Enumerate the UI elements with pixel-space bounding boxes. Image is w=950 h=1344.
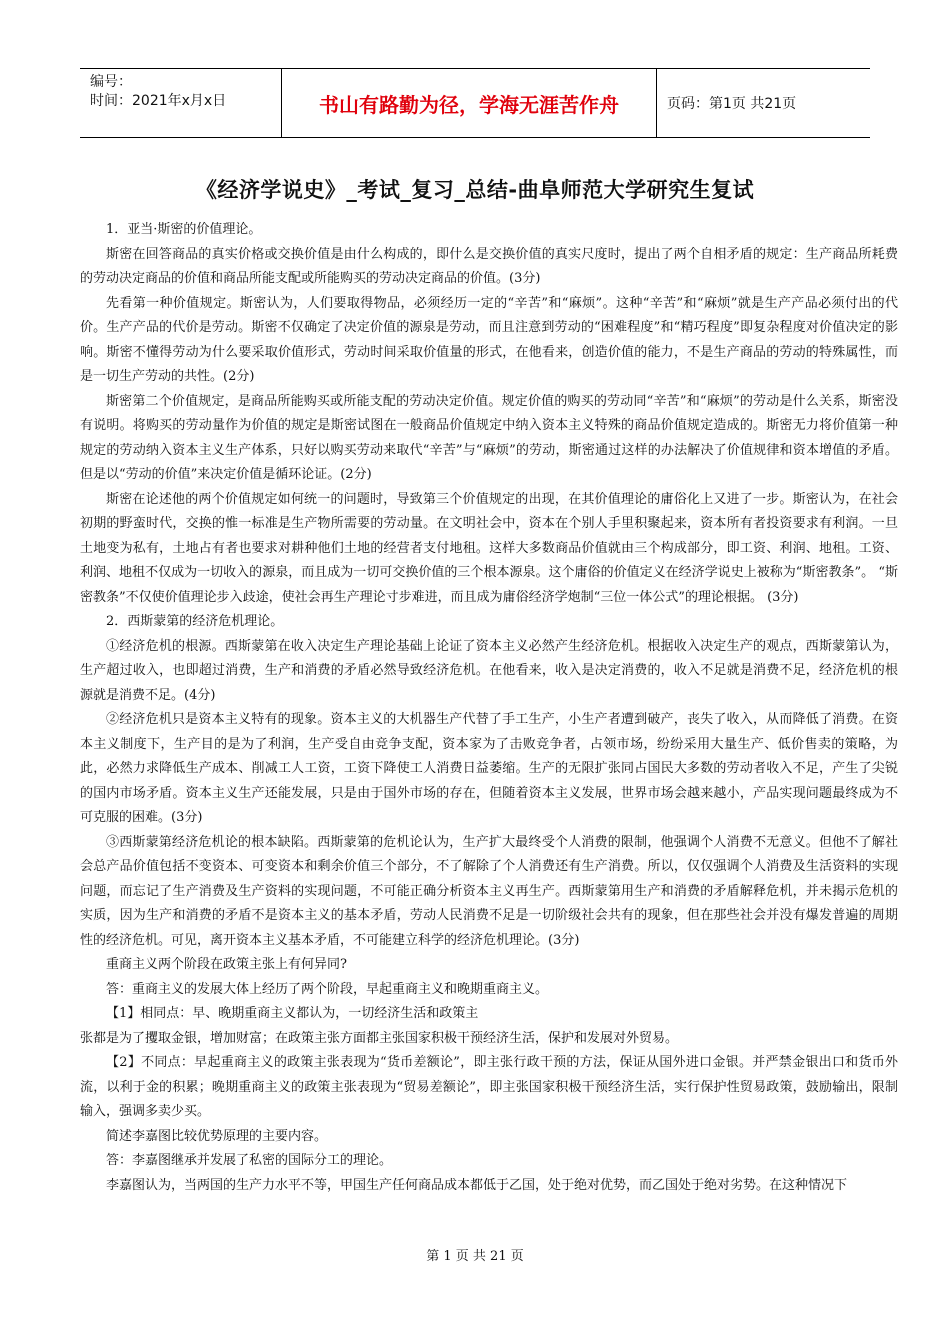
paragraph: 【1】相同点：早、晚期重商主义都认为，一切经济生活和政策主 xyxy=(106,1006,479,1021)
paragraph: 【2】不同点：早起重商主义的政策主张表现为“货币差额论”，即主张行政干预的方法，保证从国外进口金银。并严禁金银出口和货币外流，以利于金的积累；晚期重商主义的政策主张表现为“贸易差额论”，即主张国家积极干预经济生活，实行保护性贸易政策，鼓励输出，限制输入，强调多卖少买。 xyxy=(80,1055,898,1119)
page-footer: 第 1 页 共 21 页 xyxy=(426,1249,524,1264)
document-title: 《经济学说史》_考试_复习_总结-曲阜师范大学研究生复试 xyxy=(195,178,755,202)
number-label: 编号： xyxy=(90,74,132,90)
paragraph: 简述李嘉图比较优势原理的主要内容。 xyxy=(106,1128,328,1144)
header-meta-cell xyxy=(80,69,282,137)
paragraph: 重商主义两个阶段在政策主张上有何异同? xyxy=(106,957,347,972)
header-table xyxy=(80,68,870,138)
paragraph: 李嘉图认为，当两国的生产力水平不等，甲国生产任何商品成本都低于乙国，处于绝对优势，而乙国处于绝对劣势。在这种情况下 xyxy=(106,1177,848,1193)
paragraph: 2．西斯蒙第的经济危机理论。 xyxy=(106,614,284,629)
header-page-info: 页码：第1页 共21页 xyxy=(667,96,797,112)
paragraph: 张都是为了攫取金银，增加财富；在政策主张方面都主张国家积极干预经济生活，保护和发展对外贸易。 xyxy=(80,1030,679,1046)
paragraph: 斯密在回答商品的真实价格或交换价值是由什么构成的，即什么是交换价值的真实尺度时，提出了两个自相矛盾的规定：生产商品所耗费的劳动决定商品的价值和商品所能支配或所能购买的劳动决定商品的价值。(3分) xyxy=(80,246,898,286)
paragraph: 答：李嘉图继承并发展了私密的国际分工的理论。 xyxy=(106,1153,393,1168)
paragraph: ③西斯蒙第经济危机论的根本缺陷。西斯蒙第的危机论认为，生产扩大最终受个人消费的限制，他强调个人消费不无意义。但他不了解社会总产品价值包括不变资本、可变资本和剩余价值三个部分，不了解除了个人消费还有生产消费。所以，仅仅强调个人消费及生活资料的实现问题，而忘记了生产消费及生产资料的实现问题，不可能正确分析资本主义再生产。西斯蒙第用生产和消费的矛盾解释危机，并未揭示危机的实质，因为生产和消费的矛盾不是资本主义的基本矛盾，劳动人民消费不足是一切阶级社会共有的现象，但在那些社会并没有爆发普遍的周期性的经济危机。可见，离开资本主义基本矛盾，不可能建立科学的经济危机理论。(3分) xyxy=(80,834,898,948)
paragraph: 先看第一种价值规定。斯密认为，人们要取得物品，必须经历一定的“辛苦”和“麻烦”。这种“辛苦”和“麻烦”就是生产产品必须付出的代价。生产产品的代价是劳动。斯密不仅确定了决定价值的源泉是劳动，而且注意到劳动的“困难程度”和“精巧程度”即复杂程度对价值决定的影响。斯密不懂得劳动为什么要采取价值形式，劳动时间采取价值量的形式，在他看来，创造价值的能力，不是生产商品的劳动的特殊属性，而是一切生产劳动的共性。(2分) xyxy=(80,295,898,384)
date-label: 时间：2021年x月x日 xyxy=(90,93,227,109)
document-body xyxy=(80,218,898,1198)
header-motto: 书山有路勤为径，学海无涯苦作舟 xyxy=(282,69,657,137)
paragraph: 1．亚当·斯密的价值理论。 xyxy=(106,222,262,237)
paragraph: ②经济危机只是资本主义特有的现象。资本主义的大机器生产代替了手工生产，小生产者遭到破产，丧失了收入，从而降低了消费。在资本主义制度下，生产目的是为了利润，生产受自由竞争支配，资本家为了击败竞争者，占领市场，纷纷采用大量生产、低价售卖的策略，为此，必然力求降低生产成本、削减工人工资，工资下降使工人消费日益萎缩。生产的无限扩张同占国民大多数的劳动者收入不足，产生了尖锐的国内市场矛盾。资本主义生产还能发展，只是由于国外市场的存在，但随着资本主义发展，世界市场会越来越小，产品实现问题最终成为不可克服的困难。(3分) xyxy=(80,712,898,825)
paragraph: 斯密第二个价值规定，是商品所能购买或所能支配的劳动决定价值。规定价值的购买的劳动同“辛苦”和“麻烦”的劳动是什么关系，斯密没有说明。将购买的劳动量作为价值的规定是斯密试图在一般商品价值规定中纳入资本主义特殊的商品价值规定造成的。斯密无力将价值第一种规定的劳动纳入资本主义生产体系，只好以购买劳动来取代“辛苦”与“麻烦”的劳动，斯密通过这样的办法解决了价值规律和资本增值的矛盾。但是以“劳动的价值”来决定价值是循环论证。(2分) xyxy=(80,393,898,482)
paragraph: 斯密在论述他的两个价值规定如何统一的问题时，导致第三个价值规定的出现，在其价值理论的庸俗化上又进了一步。斯密认为，在社会初期的野蛮时代，交换的惟一标准是生产物所需要的劳动量。在文明社会中，资本在个别人手里积聚起来，资本所有者投资要求有利润。一旦土地变为私有，土地占有者也要求对耕种他们土地的经营者支付地租。这样大多数商品价值就由三个构成部分，即工资、利润、地租。工资、利润、地租不仅成为一切收入的源泉，而且成为一切可交换价值的三个根本源泉。这个庸俗的价值定义在经济学说史上被称为“斯密教条”。 “斯密教条”不仅使价值理论步入歧途，使社会再生产理论寸步难进，而且成为庸俗经济学炮制“三位一体公式”的理论根据。 (3分) xyxy=(80,491,898,605)
paragraph: 答：重商主义的发展大体上经历了两个阶段，早起重商主义和晚期重商主义。 xyxy=(106,981,549,997)
paragraph: ①经济危机的根源。西斯蒙第在收入决定生产理论基础上论证了资本主义必然产生经济危机。根据收入决定生产的观点，西斯蒙第认为，生产超过收入，也即超过消费，生产和消费的矛盾必然导致经济危机。在他看来，收入是决定消费的，收入不足就是消费不足，经济危机的根源就是消费不足。(4分) xyxy=(80,638,898,703)
